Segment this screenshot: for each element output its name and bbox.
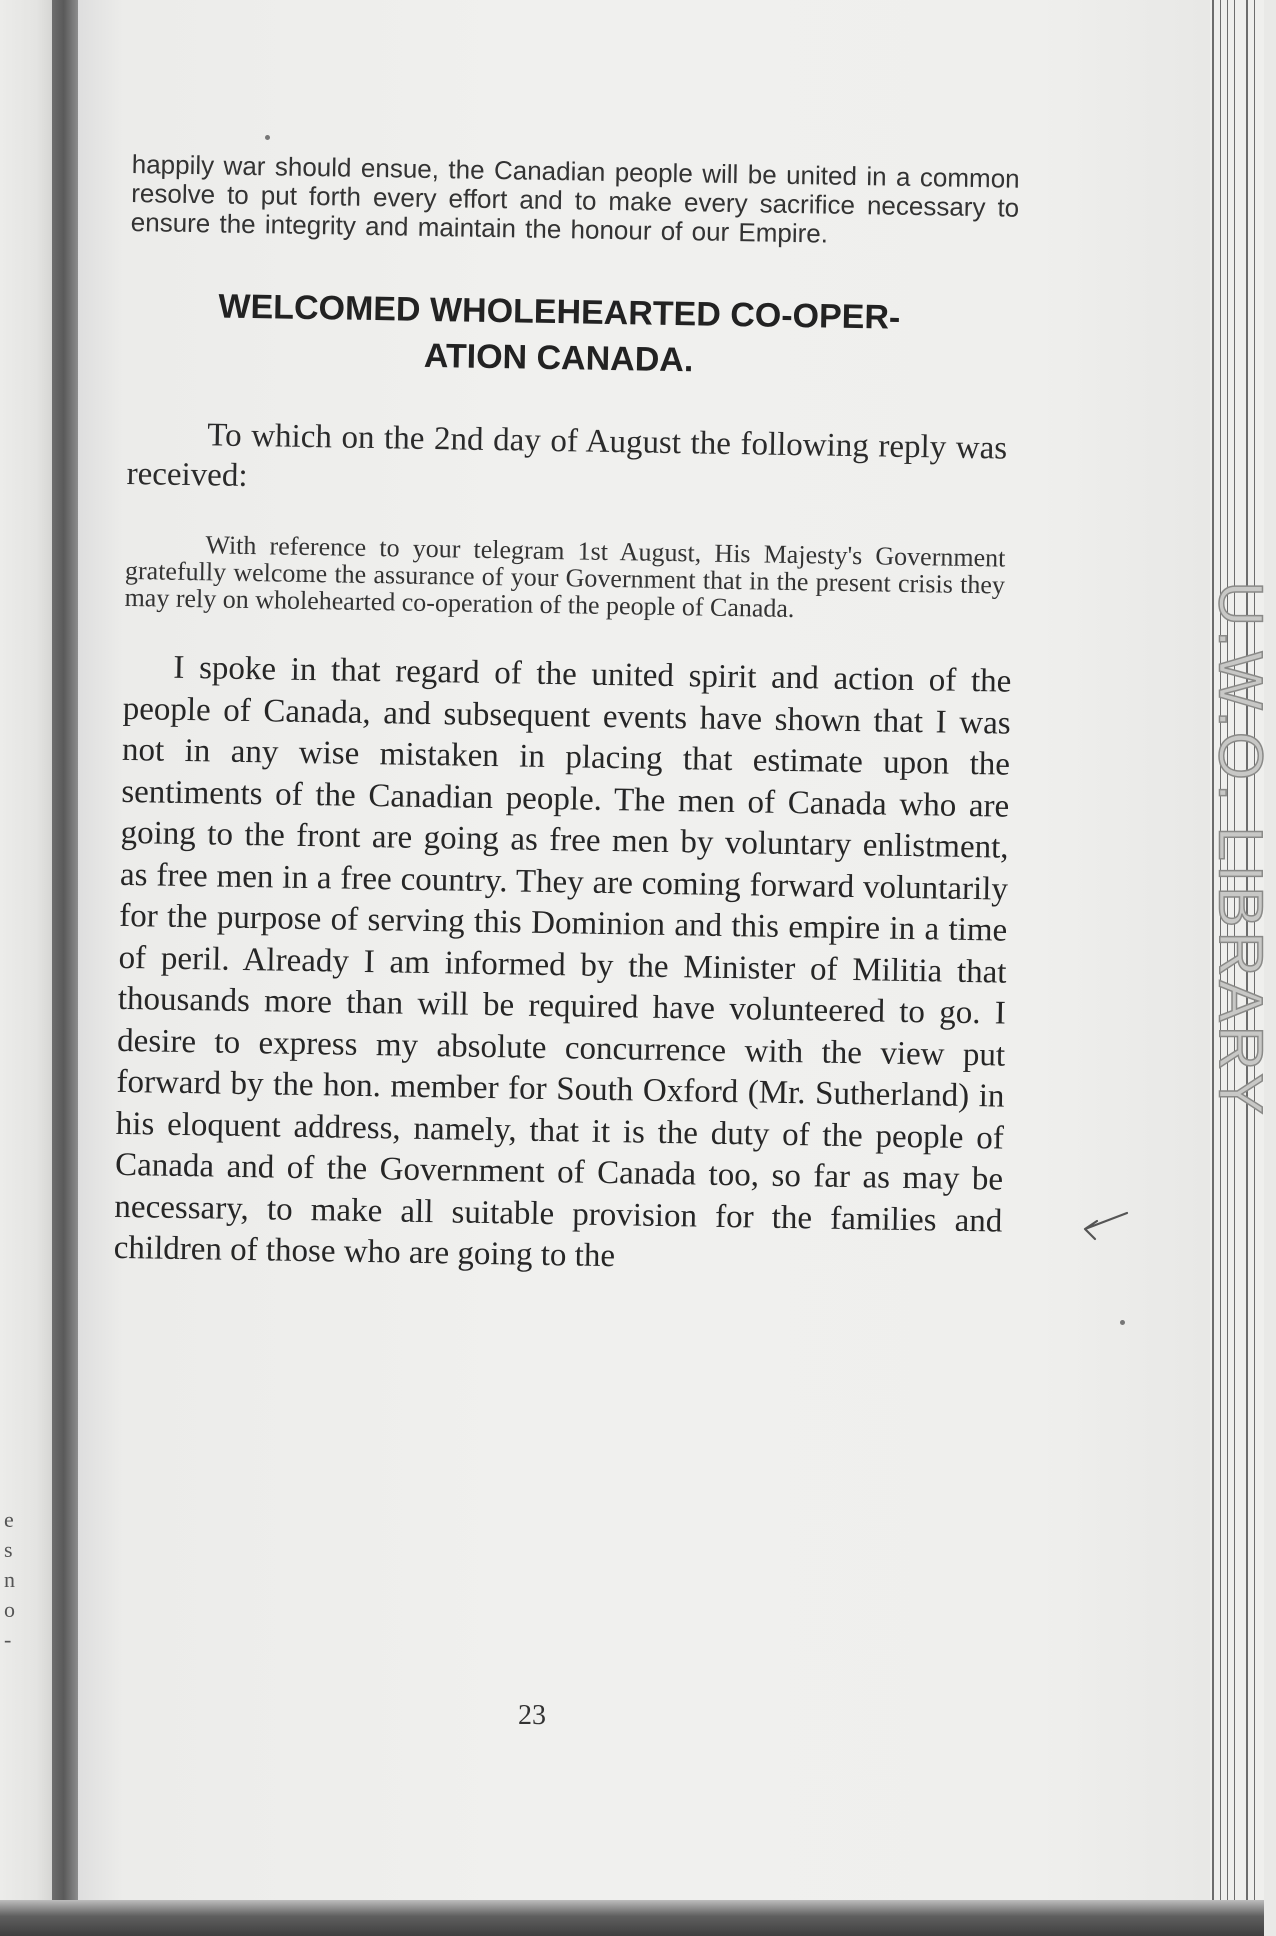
paper-speck <box>1120 1320 1125 1325</box>
fragment-char: s <box>4 1537 13 1562</box>
fragment-char: e <box>4 1507 14 1532</box>
bottom-shadow <box>0 1900 1264 1936</box>
continued-paragraph: happily war should ensue, the Canadian people will be united in a common resolve to put forth every effort and to make every sacrifice necessary to ensure the integrity and maintain the honour of our Empire. <box>130 149 1020 249</box>
library-stamp <box>1205 581 1275 1119</box>
quoted-telegram: With reference to your telegram 1st August, His Majesty's Government gratefully welcome the assurance of your Government that in the present crisis they may rely on wholehearted co-operation of the people of Canada. <box>124 530 1006 624</box>
book-gutter <box>52 0 78 1936</box>
handwritten-arrow-icon <box>1075 1205 1135 1245</box>
paper-speck <box>265 135 270 140</box>
facing-page-text-fragments <box>4 1505 14 1655</box>
intro-paragraph: To which on the 2nd day of August the following reply was received: <box>126 417 1008 494</box>
page-text-block <box>113 150 1031 1284</box>
facing-page-edge <box>0 0 52 1936</box>
fragment-char: - <box>4 1627 12 1652</box>
section-heading-line-1: WELCOMED WHOLEHEARTED CO-OPER- <box>218 287 901 337</box>
section-heading <box>128 282 989 388</box>
fragment-char: n <box>4 1567 15 1592</box>
library-stamp-text: U.W.O. LIBRARY <box>1205 581 1275 1119</box>
page-number: 23 <box>518 1700 546 1731</box>
fragment-char: o <box>4 1597 15 1622</box>
section-heading-line-2: ATION CANADA. <box>423 336 694 380</box>
main-paragraph: I spoke in that regard of the united spirit and action of the people of Canada, and subsequent events have shown that I was not in any wise mistaken in placing that estimate upon the sentiments of the Canadian people. The men of Canada who are going to the front are going as free men by voluntary enlistment, as free men in a free country. They are coming forward voluntarily for the purpose of serving this Dominion and this empire in a time of peril. Already I am informed by the Minister of Militia that thousands more than will be required have volunteered to go. I desire to express my absolute concurrence with the view put forward by the hon. member for South Oxford (Mr. Sutherland) in his eloquent address, namely, that it is the duty of the people of Canada and of the Government of Canada too, so far as may be necessary, to make all suitable provision for the families and children of those who are going to the <box>113 649 1012 1275</box>
